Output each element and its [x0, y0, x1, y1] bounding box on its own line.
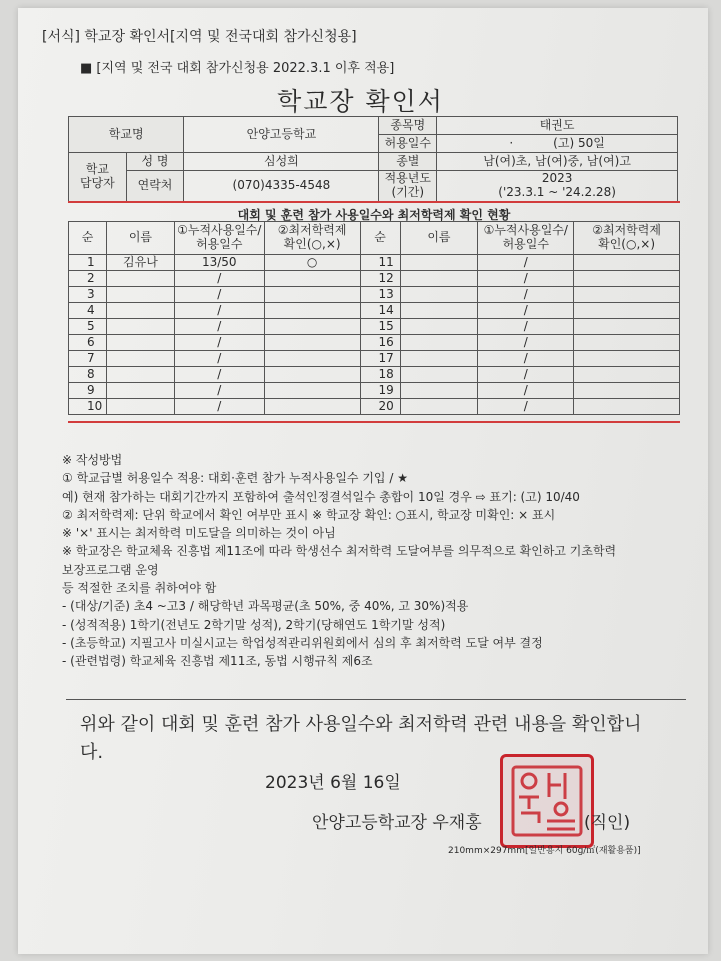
cell-check — [264, 367, 360, 383]
instruction-line: ※ '×' 표시는 최저학력 미도달을 의미하는 것이 아님 — [62, 526, 336, 541]
cell-name — [400, 303, 478, 319]
cell-days: / — [174, 351, 264, 367]
table-row — [69, 399, 680, 415]
school-name-value: 안양고등학교 — [184, 117, 379, 153]
section-title: 대회 및 훈련 참가 사용일수와 최저학력제 확인 현황 — [237, 208, 511, 222]
cell-name — [106, 335, 174, 351]
cell-check — [574, 303, 680, 319]
col-header-name: 이름 — [400, 222, 478, 255]
cell-no: 10 — [69, 399, 107, 415]
instruction-line: ※ 작성방법 — [62, 453, 123, 467]
year-value: 2023 ('23.3.1 ~ '24.2.28) — [437, 171, 678, 202]
teacher-name-value: 심성희 — [184, 153, 379, 171]
table-row — [69, 383, 680, 399]
cell-days: / — [478, 287, 574, 303]
cell-name — [400, 287, 478, 303]
cell-name — [400, 255, 478, 271]
cell-name — [400, 319, 478, 335]
cell-check — [264, 351, 360, 367]
col-header-check: ②최저학력제 확인(○,×) — [264, 222, 360, 255]
cell-check — [574, 335, 680, 351]
cell-days: / — [174, 303, 264, 319]
teacher-label: 학교 담당자 — [69, 153, 127, 202]
cell-check — [574, 271, 680, 287]
cell-name — [106, 319, 174, 335]
principal-signature: 안양고등학교장 우재홍 — [312, 813, 482, 833]
cell-name — [106, 303, 174, 319]
cell-name — [106, 367, 174, 383]
cell-check — [574, 367, 680, 383]
instruction-line: - (관련법령) 학교체육 진흥법 제11조, 동법 시행규칙 제6조 — [62, 654, 373, 669]
cell-no: 5 — [69, 319, 107, 335]
cell-check — [574, 399, 680, 415]
cell-check — [574, 351, 680, 367]
cell-days: / — [478, 271, 574, 287]
cell-check — [574, 383, 680, 399]
instruction-line: 등 적절한 조치를 취하여야 함 — [62, 581, 217, 596]
cell-check — [264, 335, 360, 351]
year-label: 적용년도 (기간) — [379, 171, 437, 202]
cell-no: 20 — [360, 399, 400, 415]
seal-label: (직인) — [584, 813, 631, 833]
cell-days: / — [174, 287, 264, 303]
cell-name — [400, 271, 478, 287]
cell-no: 12 — [360, 271, 400, 287]
instruction-line: - (초등학교) 지필고사 미실시교는 학업성적관리위원회에서 심의 후 최저학력 도달 여부 결정 — [62, 635, 543, 650]
cell-days: / — [174, 383, 264, 399]
cell-check — [574, 255, 680, 271]
event-value: 태권도 — [437, 117, 678, 135]
cell-name: 김유나 — [106, 255, 174, 271]
col-header-days: ①누적사용일수/ 허용일수 — [478, 222, 574, 255]
cell-check — [264, 271, 360, 287]
cell-name — [106, 399, 174, 415]
table-row — [69, 287, 680, 303]
instruction-line: ② 최저학력제: 단위 학교에서 확인 여부만 표시 ※ 학교장 확인: ○표시, 학교장 미확인: × 표시 — [62, 507, 556, 522]
gender-label: 종별 — [379, 153, 437, 171]
col-header-no: 순 — [69, 222, 107, 255]
col-header-days: ①누적사용일수/ 허용일수 — [174, 222, 264, 255]
table-row — [69, 303, 680, 319]
cell-no: 19 — [360, 383, 400, 399]
cell-name — [400, 367, 478, 383]
cell-days: / — [174, 319, 264, 335]
school-name-label: 학교명 — [69, 117, 184, 153]
issue-date: 2023년 6월 16일 — [265, 773, 401, 793]
table-row — [69, 271, 680, 287]
col-header-no: 순 — [360, 222, 400, 255]
cell-no: 13 — [360, 287, 400, 303]
cell-no: 16 — [360, 335, 400, 351]
cell-days: 13/50 — [174, 255, 264, 271]
cell-no: 8 — [69, 367, 107, 383]
separator-line — [66, 699, 686, 700]
cell-name — [400, 399, 478, 415]
instruction-line: - (대상/기준) 초4 ~고3 / 해당학년 과목평균(초 50%, 중 40%, 고 30%)적용 — [62, 599, 469, 614]
official-seal-stamp — [500, 754, 594, 848]
cell-name — [400, 335, 478, 351]
cell-days: / — [174, 335, 264, 351]
col-header-name: 이름 — [106, 222, 174, 255]
cell-no: 4 — [69, 303, 107, 319]
confirmation-statement: 위와 같이 대회 및 훈련 참가 사용일수와 최저학력 관련 내용을 확인합니다. — [80, 714, 642, 763]
school-info-table — [68, 116, 678, 202]
cell-days: / — [174, 271, 264, 287]
contact-value: (070)4335-4548 — [184, 171, 379, 202]
paper-spec-footer: 210mm×297mm[일반용지 60g/㎡(재활용품)] — [448, 846, 641, 856]
instruction-line: - (성적적용) 1학기(전년도 2학기말 성적), 2학기(당해연도 1학기말 성적) — [62, 617, 446, 632]
form-subheader: ■ [지역 및 전국 대회 참가신청용 2022.3.1 이후 적용] — [80, 61, 395, 76]
table-row — [69, 335, 680, 351]
cell-check — [264, 399, 360, 415]
cell-check — [264, 319, 360, 335]
cell-name — [106, 383, 174, 399]
cell-no: 7 — [69, 351, 107, 367]
cell-days: / — [478, 255, 574, 271]
table-row — [69, 255, 680, 271]
instruction-line: 보장프로그램 운영 — [62, 562, 159, 577]
document-title: 학교장 확인서 — [277, 87, 444, 116]
contact-label: 연락처 — [126, 171, 184, 202]
cell-no: 6 — [69, 335, 107, 351]
form-header: [서식] 학교장 확인서[지역 및 전국대회 참가신청용] — [42, 29, 357, 45]
allowed-days-label: 허용일수 — [379, 135, 437, 153]
cell-check: ○ — [264, 255, 360, 271]
cell-no: 3 — [69, 287, 107, 303]
cell-no: 11 — [360, 255, 400, 271]
cell-name — [400, 351, 478, 367]
cell-days: / — [478, 367, 574, 383]
instruction-line: 예) 현재 참가하는 대회기간까지 포함하여 출석인정결석일수 총합이 10일 경우 ⇨ 표기: (고) 10/40 — [62, 489, 580, 504]
cell-name — [400, 383, 478, 399]
cell-name — [106, 287, 174, 303]
table-row — [69, 367, 680, 383]
cell-no: 15 — [360, 319, 400, 335]
cell-days: / — [478, 351, 574, 367]
table-row — [69, 351, 680, 367]
cell-name — [106, 351, 174, 367]
cell-days: / — [174, 399, 264, 415]
red-rule-top — [68, 201, 680, 203]
cell-days: / — [478, 303, 574, 319]
table-row — [69, 319, 680, 335]
cell-days: / — [478, 399, 574, 415]
cell-no: 17 — [360, 351, 400, 367]
writing-instructions — [62, 451, 616, 671]
instruction-line: ※ 학교장은 학교체육 진흥법 제11조에 따라 학생선수 최저학력 도달여부를 의무적으로 확인하고 기초학력 — [62, 544, 617, 559]
cell-check — [264, 383, 360, 399]
cell-no: 2 — [69, 271, 107, 287]
cell-days: / — [478, 319, 574, 335]
cell-days: / — [478, 335, 574, 351]
cell-days: / — [174, 367, 264, 383]
cell-no: 9 — [69, 383, 107, 399]
cell-name — [106, 271, 174, 287]
usage-status-table — [68, 221, 680, 415]
event-label: 종목명 — [379, 117, 437, 135]
cell-no: 18 — [360, 367, 400, 383]
cell-check — [574, 287, 680, 303]
instruction-line: ① 학교급별 허용일수 적용: 대회·훈련 참가 누적사용일수 기입 / ★ — [62, 471, 408, 486]
gender-value: 남(여)초, 남(여)중, 남(여)고 — [437, 153, 678, 171]
cell-check — [574, 319, 680, 335]
cell-check — [264, 303, 360, 319]
teacher-name-label: 성 명 — [126, 153, 184, 171]
red-rule-bottom — [68, 421, 680, 423]
cell-days: / — [478, 383, 574, 399]
cell-no: 14 — [360, 303, 400, 319]
allowed-days-value: · (고) 50일 — [437, 135, 678, 153]
cell-check — [264, 287, 360, 303]
col-header-check: ②최저학력제 확인(○,×) — [574, 222, 680, 255]
cell-no: 1 — [69, 255, 107, 271]
